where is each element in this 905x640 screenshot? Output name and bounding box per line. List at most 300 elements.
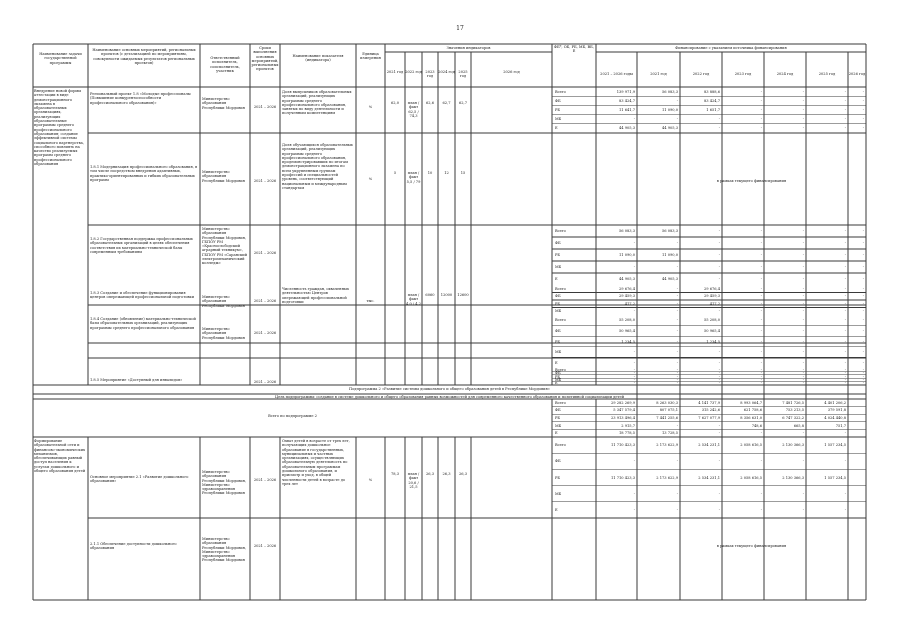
measure-executor: Министерство образования Республики Мордовия, Министерство здравоохранения Республики Мордовия	[202, 470, 247, 496]
fin-cell: 8 993 064,7	[740, 400, 762, 405]
fin-cell: -	[844, 253, 846, 257]
indicator-value: 12000	[440, 293, 453, 297]
budget-label: МБ	[555, 265, 562, 269]
indicator-value: 26,3	[458, 472, 467, 476]
measure-period: 2021 – 2026	[253, 179, 277, 183]
fin-cell: -	[676, 507, 678, 512]
fin-cell: -	[718, 265, 720, 269]
fin-cell: 44 905,3	[661, 277, 678, 281]
indicator-value: план / факт 4,0 / 4,2	[406, 293, 421, 306]
fin-cell: -	[676, 265, 678, 269]
fin-cell: -	[760, 98, 762, 103]
fin-cell: -	[760, 277, 762, 281]
fin-cell: -	[844, 241, 846, 245]
measure-name: 1.8.5 Мероприятие «Доступный для инвалидов»	[90, 378, 183, 382]
fin-cell: -	[633, 241, 635, 245]
fin-cell: -	[718, 374, 720, 379]
header-fin-year: 2022 год	[692, 72, 710, 76]
measure-executor: Министерство образования Республики Мордовия	[202, 295, 245, 308]
fin-cell: -	[760, 360, 762, 365]
fin-cell: -	[862, 360, 864, 365]
fin-cell: 29 676,4	[703, 286, 720, 291]
fin-cell: -	[760, 374, 762, 379]
fin-cell: 11 090,0	[661, 253, 678, 257]
project-executor: Министерство образования Республики Мордовия	[202, 97, 245, 110]
budget-label: МБ	[555, 423, 562, 428]
fin-cell: -	[676, 339, 678, 344]
fin-cell: -	[718, 277, 720, 281]
budget-label: РБ	[555, 301, 561, 306]
fin-cell: 83 888,6	[703, 89, 720, 94]
indicator-value: 5	[393, 171, 397, 175]
fin-cell: -	[633, 377, 635, 382]
fin-cell: -	[633, 309, 635, 314]
fin-cell: 6 747 322,2	[782, 416, 804, 420]
fin-cell: -	[802, 431, 804, 436]
measure-executor: Министерство образования Республики Мордовия	[202, 170, 245, 183]
fin-cell: -	[633, 491, 635, 496]
fin-cell: 55 208,0	[618, 318, 635, 323]
budget-label: ФБ	[555, 459, 561, 464]
fin-cell: 44 905,3	[661, 126, 678, 131]
financing-note: в рамках текущего финансирования	[716, 179, 787, 183]
fin-cell: 2 058 616,5	[740, 475, 762, 480]
fin-cell: 1 557 234,5	[824, 475, 846, 480]
fin-cell: -	[676, 381, 678, 386]
header-fin-year: 2023 год	[734, 72, 752, 76]
header-year: 2024 год	[438, 70, 455, 74]
fin-cell: -	[802, 367, 804, 372]
budget-label: Е	[555, 431, 558, 436]
budget-label: ФБ	[555, 98, 561, 103]
fin-cell: 11 710 423,3	[610, 475, 635, 480]
fin-cell: -	[844, 286, 846, 291]
fin-cell: -	[718, 229, 720, 233]
subprogram-goal: Цель подпрограммы: создание в системе дошкольного и общего образования равных возможностей для современного качественного образования и позитивной социализации детей	[274, 395, 625, 399]
fin-cell: -	[633, 507, 635, 512]
fin-cell: -	[802, 117, 804, 122]
measure-period: 2021 – 2026	[253, 251, 277, 255]
fin-cell: -	[760, 491, 762, 496]
fin-cell: -	[718, 360, 720, 365]
fin-cell: -	[802, 89, 804, 94]
fin-cell: -	[718, 371, 720, 376]
fin-cell: 2 130 366,3	[782, 475, 804, 480]
measure-name: 1.8.4 Создание (обновление) материально-технической базы образовательных организаций, реализующих программы среднего профессионального образования	[90, 317, 196, 330]
fin-cell: -	[802, 381, 804, 386]
fin-cell: -	[676, 286, 678, 291]
fin-cell: -	[676, 423, 678, 428]
fin-cell: -	[718, 381, 720, 386]
header-budget-col: ФБ*, ОБ, РБ, МБ, ВБ, Е	[554, 45, 594, 54]
indicator-value: 10	[427, 171, 433, 175]
fin-cell: 8 356 631,0	[740, 416, 762, 420]
fin-cell: -	[802, 241, 804, 245]
fin-cell: -	[844, 377, 846, 382]
fin-cell: -	[760, 309, 762, 314]
budget-label: МБ	[555, 117, 562, 122]
header-year: 2021 год	[386, 70, 404, 74]
fin-cell: -	[802, 350, 804, 355]
fin-cell: 29 459,3	[618, 294, 635, 299]
fin-cell: -	[862, 286, 864, 291]
fin-cell: -	[760, 241, 762, 245]
budget-label: МБ	[555, 491, 562, 496]
fin-cell: 29 676,4	[618, 286, 635, 291]
fin-cell: -	[802, 126, 804, 131]
fin-cell: 56 083,3	[661, 229, 678, 233]
fin-cell: -	[633, 459, 635, 464]
fin-cell: -	[862, 374, 864, 379]
fin-cell: -	[802, 277, 804, 281]
fin-cell: -	[718, 377, 720, 382]
fin-cell: -	[844, 507, 846, 512]
fin-cell: 1 651,7	[706, 108, 720, 112]
measure-unit: тыс.	[366, 299, 375, 303]
indicator-value: 26,3	[425, 472, 434, 476]
measure-indicator: Охват детей в возрасте от трех лет, получающих дошкольное образование в государственных, муниципальных и частных организациях, осуществляющих образовательную деятельность по образовательным программам дошкольного образования, и присмотр и уход, в общей численности детей в возрасте до трех лет	[282, 439, 350, 486]
fin-cell: -	[718, 241, 720, 245]
header-period: Сроки выполнения основных мероприятий, региональных проектов	[251, 46, 279, 72]
fin-cell: 23 913 496,4	[610, 416, 635, 420]
budget-label: РБ	[555, 108, 561, 112]
fin-cell: -	[844, 360, 846, 365]
fin-cell: 50 965,4	[618, 328, 635, 333]
fin-cell: -	[802, 371, 804, 376]
fin-cell: -	[676, 98, 678, 103]
budget-label: ФБ	[555, 294, 561, 299]
fin-cell: -	[760, 350, 762, 355]
fin-cell: -	[633, 367, 635, 372]
measure-period: 2021 – 2026	[253, 331, 277, 335]
fin-cell: -	[862, 377, 864, 382]
budget-label: ФБ	[555, 241, 561, 245]
fin-cell: -	[633, 265, 635, 269]
fin-cell: 7 627 077,9	[698, 416, 720, 420]
fin-cell: -	[862, 108, 864, 112]
fin-cell: 56 083,3	[661, 89, 678, 94]
fin-cell: -	[676, 318, 678, 323]
fin-cell: 56 083,3	[618, 229, 635, 233]
measure-name: 1.8.3 Создание и обеспечение функционирования центров опережающей профессиональной подготовки	[90, 291, 195, 300]
fin-cell: 751,7	[835, 423, 846, 428]
budget-label: РБ	[555, 339, 561, 344]
fin-cell: -	[862, 318, 864, 323]
indicator-value: 12600	[457, 293, 469, 297]
budget-label: РБ	[555, 475, 561, 480]
fin-cell: -	[844, 459, 846, 464]
fin-cell: -	[844, 381, 846, 386]
fin-cell: 139 971,9	[616, 89, 635, 94]
fin-cell: -	[862, 98, 864, 103]
fin-cell: -	[718, 507, 720, 512]
fin-cell: -	[862, 229, 864, 233]
measure-unit: %	[368, 478, 373, 482]
fin-cell: -	[844, 318, 846, 323]
budget-label: Всего	[555, 229, 566, 233]
fin-cell: 55 208,0	[703, 318, 720, 323]
budget-label: МБ	[555, 377, 562, 382]
fin-cell: -	[844, 328, 846, 333]
budget-label: Всего	[555, 286, 566, 291]
fin-cell: -	[844, 229, 846, 233]
fin-cell: -	[844, 89, 846, 94]
fin-cell: -	[718, 431, 720, 436]
header-executor: Ответственный исполнитель, соисполнитель, участник	[210, 56, 240, 73]
fin-cell: -	[676, 377, 678, 382]
fin-cell: -	[718, 117, 720, 122]
fin-cell: 748,6	[751, 423, 762, 428]
fin-cell: 417,2	[624, 301, 635, 306]
indicator-value: 12	[444, 171, 449, 175]
measure-period: 2021 – 2026	[253, 544, 277, 548]
fin-cell: -	[862, 381, 864, 386]
fin-cell: 4 024 440,8	[824, 416, 846, 420]
fin-cell: -	[862, 339, 864, 344]
fin-cell: -	[676, 350, 678, 355]
budget-label: Всего	[555, 318, 566, 323]
fin-cell: -	[718, 367, 720, 372]
fin-cell: -	[802, 339, 804, 344]
measure-period: 2021 – 2026	[253, 478, 277, 482]
fin-cell: 13 728,5	[661, 431, 678, 436]
indicator-value: 62,7	[458, 101, 467, 105]
fin-cell: 2 058 616,5	[740, 443, 762, 448]
fin-cell: 417,2	[709, 301, 720, 306]
fin-cell: -	[802, 253, 804, 257]
fin-cell: -	[760, 328, 762, 333]
fin-cell: -	[862, 371, 864, 376]
header-financing: Финансирование с указанием источника финансирования	[675, 46, 787, 50]
fin-cell: -	[862, 350, 864, 355]
measure-executor: Министерство образования Республики Мордовия, Министерство здравоохранения Республики Мордовия	[202, 537, 247, 563]
indicator-value: 6060	[425, 293, 435, 297]
fin-cell: -	[718, 309, 720, 314]
fin-cell: 8 263 030,3	[656, 400, 678, 405]
header-measures: Наименование основных мероприятий, региональных проектов (с детализацией по мероприятиям, совокупности ожидаемых результатов региональных проектов)	[92, 48, 196, 65]
fin-cell: 29 459,3	[703, 294, 720, 299]
fin-cell: 1 557 234,5	[824, 443, 846, 448]
fin-cell: -	[760, 286, 762, 291]
budget-label: Е	[555, 381, 558, 386]
fin-cell: -	[718, 459, 720, 464]
measure-indicator: Доля обучающихся образовательных организаций, реализующих программы среднего профессионального образования, продемонстрировавших по итогам демонстрационного экзамена по всем укрупненным группам профессий и специальностей уровень, соответствующий национальным и международным стандартам	[282, 143, 353, 190]
fin-cell: -	[862, 309, 864, 314]
fin-cell: -	[676, 241, 678, 245]
indicator-value: 26,3	[442, 472, 451, 476]
fin-cell: 379 591,8	[827, 408, 846, 413]
header-task: Наименование задачи государственной программы	[39, 52, 82, 65]
fin-cell: 29 282 269,9	[610, 400, 635, 405]
fin-cell: 753 213,5	[785, 408, 804, 413]
fin-cell: -	[862, 89, 864, 94]
fin-cell: 4 401 206,2	[824, 400, 846, 405]
indicator-value: 78,3	[390, 472, 399, 476]
fin-cell: -	[760, 381, 762, 386]
fin-cell: -	[802, 318, 804, 323]
fin-cell: 2 173 622,9	[656, 443, 678, 448]
fin-cell: 5 347 579,4	[613, 408, 635, 413]
fin-cell: -	[760, 108, 762, 112]
fin-cell: -	[718, 350, 720, 355]
fin-cell: -	[802, 286, 804, 291]
fin-cell: 621 758,6	[743, 408, 762, 413]
header-unit: Единица измерения	[360, 52, 381, 61]
fin-cell: -	[760, 431, 762, 436]
fin-cell: -	[676, 459, 678, 464]
task-text: Внедрение новой формы аттестации в виде демонстрационного экзамена в образовательных организациях, реализующих образовательные программы среднего профессионального образования; создание эффективной системы социального партнерства, способного повлиять на качество реализуемых программ среднего профессионального образования	[34, 89, 84, 167]
fin-cell: -	[862, 367, 864, 372]
budget-label: Всего	[555, 443, 566, 448]
fin-cell: -	[802, 328, 804, 333]
fin-cell: 2 130 366,3	[782, 443, 804, 448]
fin-cell: 2 534 231,1	[698, 475, 720, 480]
task-text: Формирование образовательной сети и финансово-экономических механизмов, обеспечивающих равный доступ населения к услугам дошкольного и общего образования детей	[34, 439, 86, 474]
fin-cell: -	[760, 339, 762, 344]
fin-cell: -	[676, 301, 678, 306]
budget-label: Е	[555, 360, 558, 365]
fin-cell: -	[760, 371, 762, 376]
budget-label: РБ	[555, 416, 561, 420]
fin-cell: 4 141 737,9	[698, 400, 720, 405]
fin-cell: -	[862, 117, 864, 122]
fin-cell: -	[760, 117, 762, 122]
fin-cell: 11 710 423,3	[610, 443, 635, 448]
fin-cell: -	[844, 367, 846, 372]
indicator-value: 62,7	[442, 101, 451, 105]
fin-cell: -	[844, 491, 846, 496]
fin-cell: -	[802, 491, 804, 496]
fin-cell: -	[844, 126, 846, 131]
indicator-value: план / факт 5,5 / 79	[406, 171, 421, 184]
fin-cell: -	[802, 507, 804, 512]
fin-cell: 83 424,7	[703, 98, 720, 103]
fin-cell: 2 173 622,9	[656, 475, 678, 480]
header-year: 2023 год	[425, 70, 435, 79]
fin-cell: -	[802, 98, 804, 103]
budget-label: МБ	[555, 350, 562, 355]
header-fin-year: 2021 год	[650, 72, 667, 76]
financing-note: в рамках текущего финансирования	[716, 544, 787, 548]
header-year: 2026 год	[503, 70, 520, 74]
fin-cell: 1 234,5	[621, 339, 635, 344]
project-period: 2021 – 2026	[253, 105, 277, 109]
fin-cell: -	[676, 371, 678, 376]
fin-cell: 315 242,6	[701, 408, 720, 413]
measure-executor: Министерство образования Республики Мордовия	[202, 327, 245, 340]
budget-label: Е	[555, 507, 558, 512]
fin-cell: -	[844, 294, 846, 299]
fin-cell: 44 905,3	[618, 277, 635, 281]
measure-name: Основное мероприятие 2.1 «Развитие дошкольного образования»	[90, 475, 189, 484]
project-unit: %	[368, 105, 373, 109]
measure-name: 2.1.1 Обеспечение доступности дошкольного образования	[90, 542, 177, 551]
budget-label: РБ	[555, 253, 561, 257]
fin-cell: -	[802, 265, 804, 269]
fin-cell: -	[844, 339, 846, 344]
budget-label: ФБ	[555, 371, 561, 376]
measure-period: 2021 – 2026	[253, 380, 277, 384]
fin-cell: -	[844, 350, 846, 355]
fin-cell: 50 965,4	[703, 328, 720, 333]
budget-label: Е	[555, 277, 558, 281]
measure-period: 2021 – 2026	[253, 299, 277, 303]
fin-cell: -	[676, 117, 678, 122]
fin-cell: -	[676, 374, 678, 379]
fin-cell: 11 090,0	[661, 108, 678, 112]
fin-cell: -	[844, 431, 846, 436]
fin-cell: 11 090,0	[618, 253, 635, 257]
fin-cell: -	[802, 108, 804, 112]
fin-cell: -	[760, 294, 762, 299]
fin-cell: 2 534 231,1	[698, 443, 720, 448]
fin-cell: -	[760, 367, 762, 372]
budget-label: МБ	[555, 309, 562, 314]
fin-cell: -	[802, 377, 804, 382]
budget-label: Всего	[555, 400, 566, 405]
subprogram-total-label: Всего по подпрограмме 2	[268, 414, 317, 418]
fin-cell: -	[633, 371, 635, 376]
indicator-value: план / факт 20,6 / 21,5	[407, 472, 420, 489]
fin-cell: -	[844, 117, 846, 122]
fin-cell: -	[760, 253, 762, 257]
fin-cell: 11 641,7	[618, 108, 635, 112]
fin-cell: -	[862, 253, 864, 257]
fin-cell: -	[676, 328, 678, 333]
fin-cell: -	[844, 265, 846, 269]
fin-cell: -	[718, 253, 720, 257]
header-year: 2022 год	[405, 70, 422, 74]
fin-cell: 83 424,7	[618, 98, 635, 103]
fin-cell: 44 905,3	[618, 126, 635, 131]
fin-cell: 807 075,1	[659, 408, 678, 413]
measure-executor: Министерство образования Республики Мордовия, ГБПОУ РМ «Краснослободский аграрный техникум», ГБПОУ РМ «Саранский электромеханический колледж»	[202, 227, 248, 266]
fin-cell: 18 778,5	[618, 431, 635, 436]
fin-cell: -	[802, 309, 804, 314]
fin-cell: -	[676, 367, 678, 372]
fin-cell: -	[862, 241, 864, 245]
fin-cell: 7 441 255,6	[656, 416, 678, 420]
fin-cell: -	[718, 491, 720, 496]
header-year: 2025 год	[458, 70, 468, 79]
fin-cell: -	[633, 117, 635, 122]
header-fin-year: 2021 – 2026 годы	[600, 72, 633, 76]
fin-cell: -	[802, 301, 804, 306]
fin-cell: -	[760, 89, 762, 94]
fin-cell: -	[844, 301, 846, 306]
fin-cell: -	[844, 371, 846, 376]
header-fin-year: 2026 год	[848, 72, 866, 76]
fin-cell: -	[760, 126, 762, 131]
fin-cell: -	[676, 491, 678, 496]
fin-cell: -	[676, 360, 678, 365]
fin-cell: -	[862, 294, 864, 299]
indicator-value: 62,6	[425, 101, 434, 105]
fin-cell: -	[862, 328, 864, 333]
fin-cell: -	[862, 277, 864, 281]
fin-cell: 665,8	[793, 423, 804, 428]
fin-cell: -	[760, 507, 762, 512]
fin-cell: 7 481 726,5	[782, 400, 804, 405]
fin-cell: -	[676, 309, 678, 314]
fin-cell: -	[676, 294, 678, 299]
measure-name: 1.8.1 Модернизация профессионального образования, в том числе посредством внедрения адаптивных, практико-ориентированных и гибких образовательных программ	[90, 165, 198, 182]
fin-cell: -	[633, 350, 635, 355]
fin-cell: -	[718, 423, 720, 428]
header-fin-year: 2024 год	[776, 72, 794, 76]
measure-unit: %	[368, 177, 373, 181]
project-indicator: Доля выпускников образовательных организаций, реализующих программы среднего профессионального образования, занятых по виду деятельности и полученным компетенциям	[282, 90, 352, 116]
